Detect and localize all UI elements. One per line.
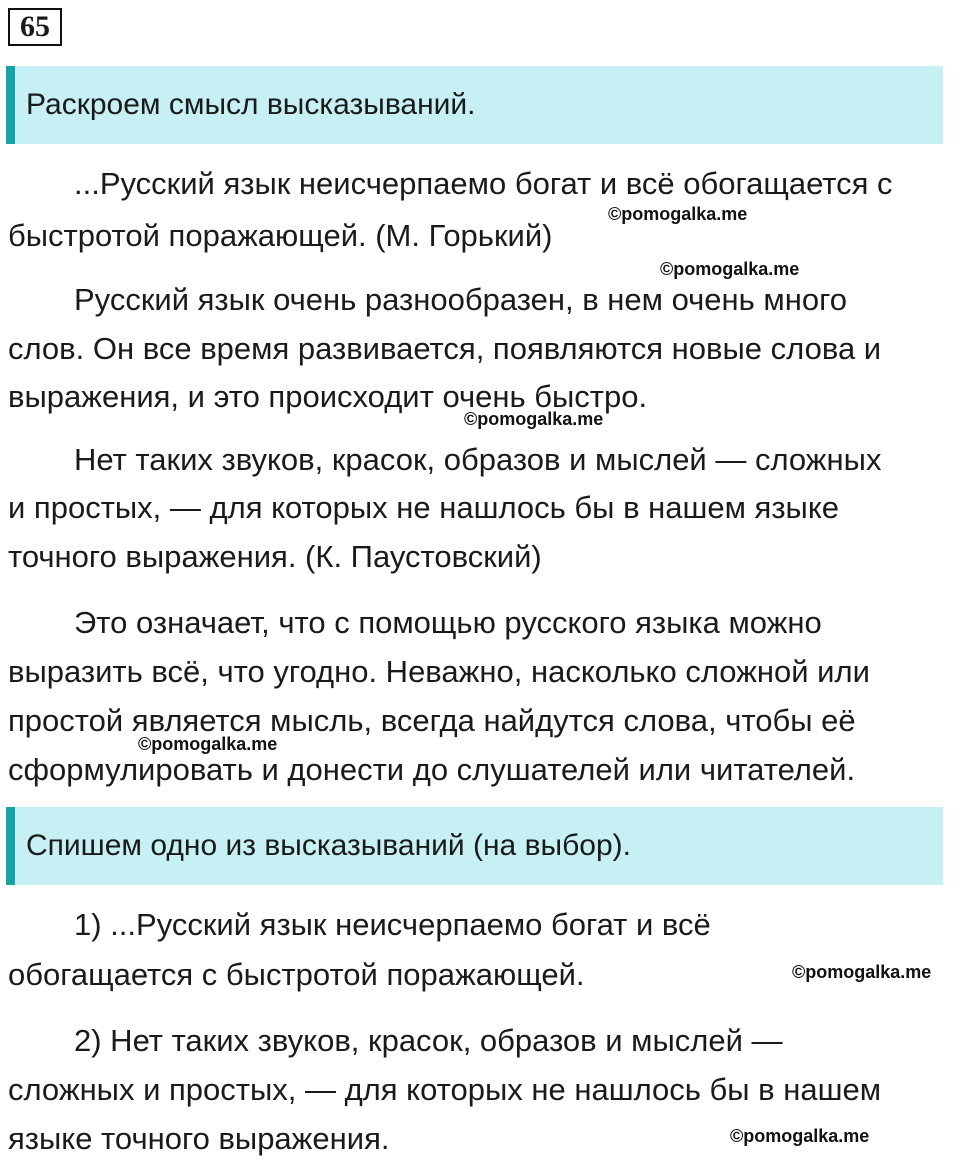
explanation-1-line-1: Русский язык очень разнообразен, в нем очень много [74,282,847,317]
section-heading-1 [6,66,943,144]
quote-paustovsky-line-3: точного выражения. (К. Паустовский) [8,539,542,574]
watermark: ©pomogalka.me [464,409,604,429]
explanation-1-line-2: слов. Он все время развивается, появляются новые слова и [8,331,882,366]
item-1-line-1: 1) ...Русский язык неисчерпаемо богат и всё [74,907,711,942]
item-2-line-1: 2) Нет таких звуков, красок, образов и мыслей — [74,1023,783,1058]
quote-paustovsky-line-1: Нет таких звуков, красок, образов и мыслей — сложных [74,442,882,477]
watermark: ©pomogalka.me [792,962,932,982]
heading-accent-bar [6,66,15,144]
quote-paustovsky-line-2: и простых, — для которых не нашлось бы в нашем языке [8,490,839,525]
explanation-2-line-4: сформулировать и донести до слушателей или читателей. [8,752,856,787]
watermark: ©pomogalka.me [608,204,748,224]
watermark: ©pomogalka.me [660,259,800,279]
quote-gorky-line-1: ...Русский язык неисчерпаемо богат и всё обогащается с [74,166,893,201]
section-heading-text: Раскроем смысл высказываний. [26,88,476,121]
item-1-line-2: обогащается с быстротой поражающей. [8,957,585,992]
explanation-1-line-3: выражения, и это происходит очень быстро. [8,379,648,414]
item-2-line-3: языке точного выражения. [8,1121,390,1156]
exercise-number: 65 [8,8,62,46]
section-heading-2 [6,807,943,885]
explanation-2-line-3: простой является мысль, всегда найдутся слова, чтобы её [8,703,856,738]
section-heading-text: Спишем одно из высказываний (на выбор). [26,829,631,862]
item-2-line-2: сложных и простых, — для которых не нашлось бы в нашем [8,1072,882,1107]
watermark: ©pomogalka.me [138,734,278,754]
explanation-2-line-2: выразить всё, что угодно. Неважно, насколько сложной или [8,654,870,689]
quote-gorky-line-2: быстротой поражающей. (М. Горький) [8,218,553,253]
watermark: ©pomogalka.me [730,1126,870,1146]
heading-accent-bar [6,807,15,885]
explanation-2-line-1: Это означает, что с помощью русского языка можно [74,605,822,640]
